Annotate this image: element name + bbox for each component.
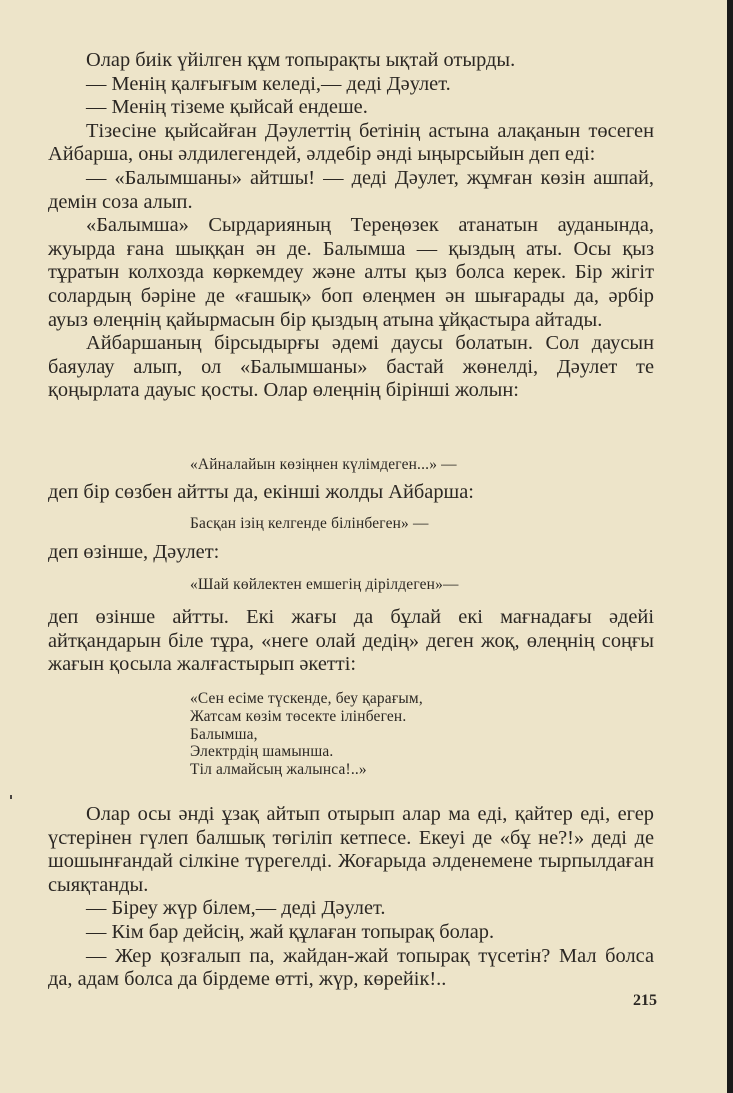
- verse-line-3: [190, 576, 459, 594]
- stanza-line: «Сен есіме түскенде, беу қарағым,: [190, 690, 423, 707]
- text-block-top: [48, 49, 654, 403]
- page-number: 215: [633, 992, 657, 1009]
- verse-line-2: [190, 515, 429, 533]
- paragraph: Айбаршаның бірсыдырғы әдемі даусы болатын. Сол даусын баяулау алып, ол «Балымшаны» бастай жөнелді, Дәулет те қоңырлата дауыс қосты. Олар өлеңнің бірінші жолын:: [48, 332, 654, 402]
- paragraph: деп өзінше айтты. Екі жағы да бұлай екі мағнадағы әдейі айтқандарын біле тұра, «неге олай дедің» деген жоқ, өлеңнің соңғы жағын қосыла жалғастырып әкетті:: [48, 606, 654, 676]
- text-block-middle: [48, 606, 654, 677]
- paragraph: — Менің қалғығым келеді,— деді Дәулет.: [86, 72, 451, 95]
- paragraph: — «Балымшаны» айтшы! — деді Дәулет, жұмған көзін ашпай, демін соза алып.: [48, 166, 654, 213]
- paragraph: Олар осы әнді ұзақ айтып отырып алар ма еді, қайтер еді, егер үстерінен гүлеп балшық төгіліп кетпесе. Екеуі де «бұ не?!» деді де шошынғандай сілкіне түрегелді. Жоғарыда әлденемене тырпылдаған сыяқтанды.: [48, 803, 654, 896]
- text-block-bottom: [48, 803, 654, 992]
- paragraph: деп бір сөзбен айтты да, екінші жолды Айбарша:: [48, 481, 474, 503]
- stanza-line: Электрдің шамынша.: [190, 743, 334, 761]
- verse-text: Басқан ізің келгенде білінбеген» —: [190, 515, 429, 532]
- paragraph: деп өзінше, Дәулет:: [48, 541, 220, 563]
- stanza-line: Балымша,: [190, 725, 258, 743]
- paragraph: «Балымша» Сырдарияның Тереңөзек атанатын ауданында, жуырда ғана шыққан ән де. Балымша — қыздың аты. Осы қыз тұратын колхозда көркемдеу және алты қыз болса керек. Бір жігіт солардың бәріне де «ғашық» боп өлеңмен ән шығарады да, әрбір ауыз өлеңнің қайырмасын бір қыздың атына ұйқастыра айтады.: [48, 214, 654, 331]
- paragraph: — Менің тіземе қыйсай ендеше.: [86, 96, 368, 119]
- paragraph: Олар биік үйілген құм топырақты ықтай отырды.: [86, 49, 516, 71]
- verse-text: «Айналайын көзіңнен күлімдеген...» —: [190, 456, 457, 473]
- verse-line-1: [190, 456, 457, 474]
- verse-text: «Шай көйлектен емшегің дірілдеген»—: [190, 576, 459, 593]
- scan-edge: [727, 0, 733, 1093]
- paragraph: — Жер қозғалып па, жайдан-жай топырақ түсетін? Мал болса да, адам болса да бірдеме өтті, жүр, көрейік!..: [48, 944, 654, 991]
- paragraph: — Біреу жүр білем,— деді Дәулет.: [86, 897, 386, 920]
- text-line-after-verse-2: [48, 541, 654, 565]
- stanza-line: Тіл алмайсың жалынса!..»: [190, 761, 367, 779]
- paragraph: — Кім бар дейсің, жай құлаған топырақ болар.: [86, 920, 495, 943]
- stanza-line: Жатсам көзім төсекте ілінбеген.: [190, 707, 407, 725]
- paragraph: Тізесіне қыйсайған Дәулеттің бетінің астына алақанын төсеген Айбарша, оны әлдилегендей, әлдебір әнді ыңырсыйын деп еді:: [48, 119, 654, 166]
- text-line-after-verse-1: [48, 481, 654, 505]
- stanza: [190, 690, 423, 779]
- print-speck: [10, 795, 12, 799]
